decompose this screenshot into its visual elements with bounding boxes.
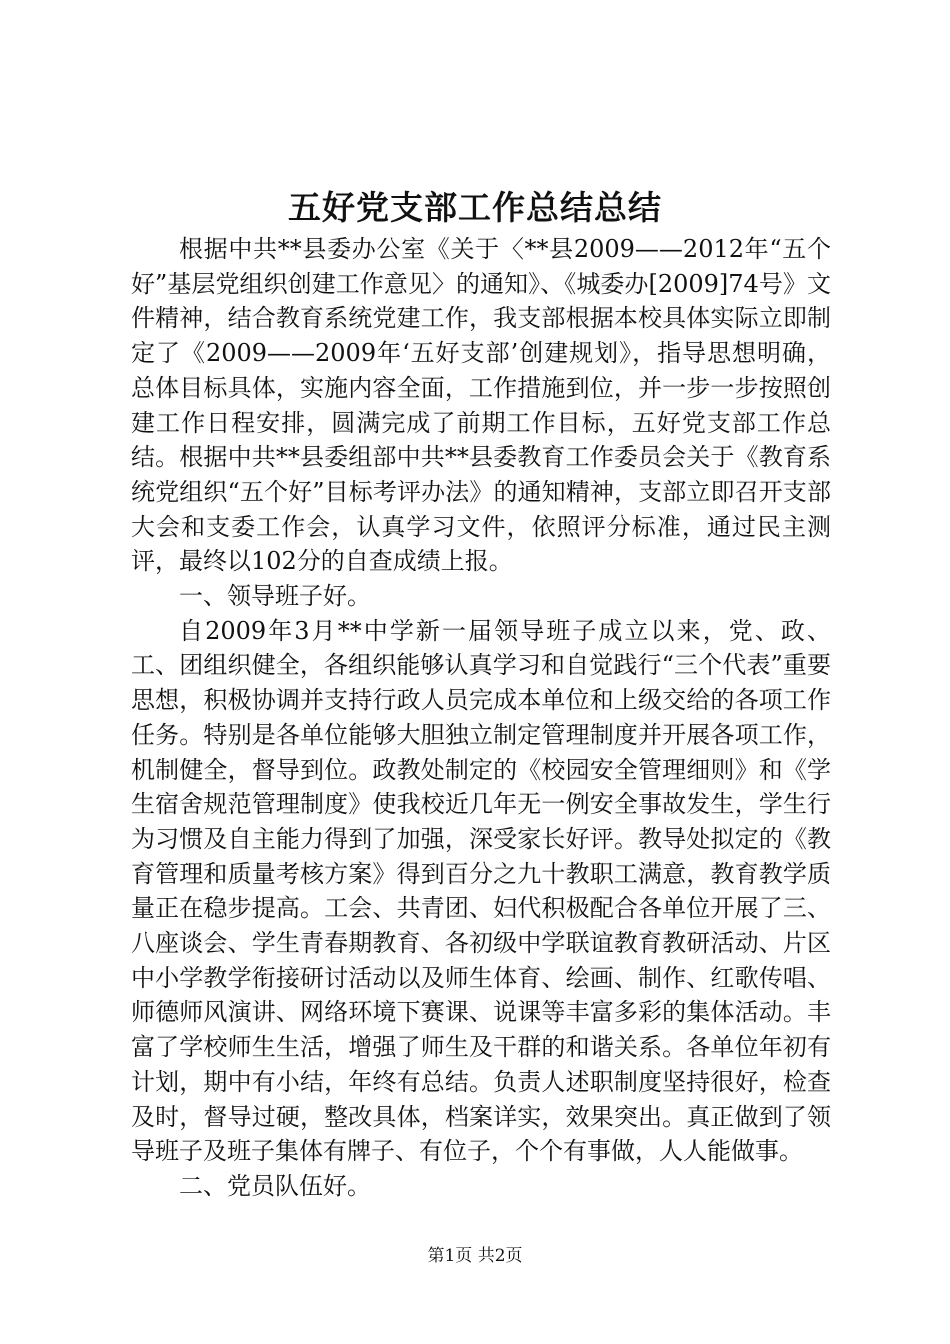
document-title: 五好党支部工作总结总结	[288, 188, 662, 227]
document-body	[131, 232, 831, 1204]
page-number-footer: 第1页 共2页	[427, 1246, 523, 1266]
section-heading: 一、领导班子好。	[179, 582, 371, 611]
body-paragraph: 自2009年3月**中学新一届领导班子成立以来，党、政、工、团组织健全，各组织能够认真学习和自觉践行“三个代表”重要思想，积极协调并支持行政人员完成本单位和上级交给的各项工作任务。特别是各单位能够大胆独立制定管理制度并开展各项工作，机制健全，督导到位。政教处制定的《校园安全管理细则》和《学生宿舍规范管理制度》使我校近几年无一例安全事故发生，学生行为习惯及自主能力得到了加强，深受家长好评。教导处拟定的《教育管理和质量考核方案》得到百分之九十教职工满意，教育教学质量正在稳步提高。工会、共青团、妇代积极配合各单位开展了三、八座谈会、学生青春期教育、各初级中学联谊教育教研活动、片区中小学教学衔接研讨活动以及师生体育、绘画、制作、红歌传唱、师德师风演讲、网络环境下赛课、说课等丰富多彩的集体活动。丰富了学校师生生活，增强了师生及干群的和谐关系。各单位年初有计划，期中有小结，年终有总结。负责人述职制度坚持很好，检查及时，督导过硬，整改具体，档案详实，效果突出。真正做到了领导班子及班子集体有牌子、有位子，个个有事做，人人能做事。	[131, 616, 831, 1166]
body-paragraph: 根据中共**县委办公室《关于〈**县2009——2012年“五个好”基层党组织创建工作意见〉的通知》、《城委办[2009]74号》文件精神，结合教育系统党建工作，我支部根据本校具体实际立即制定了《2009——2009年‘五好支部’创建规划》，指导思想明确，总体目标具体，实施内容全面，工作措施到位，并一步一步按照创建工作日程安排，圆满完成了前期工作目标，五好党支部工作总结。根据中共**县委组部中共**县委教育工作委员会关于《教育系统党组织“五个好”目标考评办法》的通知精神，支部立即召开支部大会和支委工作会，认真学习文件，依照评分标准，通过民主测评，最终以102分的自查成绩上报。	[131, 235, 831, 576]
section-heading: 二、党员队伍好。	[179, 1171, 371, 1200]
